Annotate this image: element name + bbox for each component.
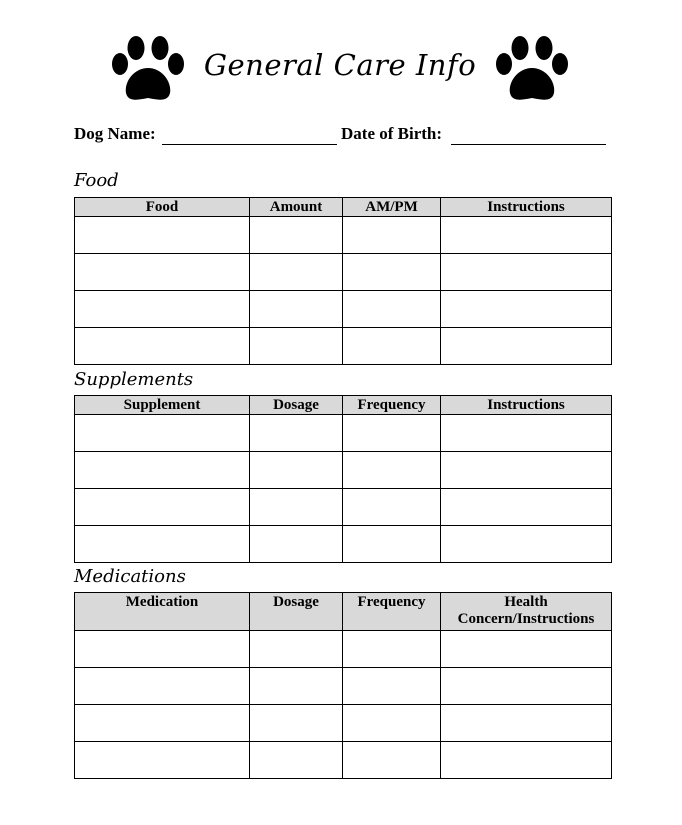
- page-title: General Care Info: [203, 48, 477, 82]
- table-row: [75, 328, 612, 365]
- dog-info-row: [74, 124, 614, 148]
- table-cell[interactable]: [441, 254, 612, 291]
- table-row: [75, 668, 612, 705]
- table-cell[interactable]: [250, 631, 343, 668]
- table-cell[interactable]: [343, 254, 441, 291]
- table-cell[interactable]: [75, 489, 250, 526]
- dog-name-label: Dog Name:: [74, 124, 156, 143]
- table-row: [75, 452, 612, 489]
- table-cell[interactable]: [250, 742, 343, 779]
- column-header: Supplement: [75, 396, 250, 415]
- table-row: [75, 415, 612, 452]
- table-cell[interactable]: [75, 217, 250, 254]
- medications-table-header: [75, 593, 612, 631]
- table-cell[interactable]: [75, 328, 250, 365]
- column-header: Medication: [75, 593, 250, 631]
- supplements-table-header: [75, 396, 612, 415]
- table-cell[interactable]: [441, 217, 612, 254]
- table-row: [75, 631, 612, 668]
- table-cell[interactable]: [343, 489, 441, 526]
- table-cell[interactable]: [343, 452, 441, 489]
- column-header: Frequency: [343, 593, 441, 631]
- table-cell[interactable]: [441, 631, 612, 668]
- table-cell[interactable]: [343, 742, 441, 779]
- table-cell[interactable]: [343, 415, 441, 452]
- table-row: [75, 705, 612, 742]
- table-cell[interactable]: [250, 217, 343, 254]
- table-row: [75, 291, 612, 328]
- medications-table: [74, 592, 612, 779]
- table-cell[interactable]: [441, 668, 612, 705]
- supplements-section-title: Supplements: [74, 369, 194, 390]
- table-cell[interactable]: [441, 328, 612, 365]
- table-cell[interactable]: [75, 668, 250, 705]
- table-cell[interactable]: [441, 415, 612, 452]
- table-cell[interactable]: [441, 291, 612, 328]
- column-header: Instructions: [441, 396, 612, 415]
- table-cell[interactable]: [250, 291, 343, 328]
- table-cell[interactable]: [250, 452, 343, 489]
- dog-name-field[interactable]: [162, 144, 337, 145]
- supplements-table: [74, 395, 612, 563]
- table-cell[interactable]: [441, 489, 612, 526]
- table-cell[interactable]: [75, 631, 250, 668]
- table-cell[interactable]: [343, 291, 441, 328]
- table-cell[interactable]: [441, 452, 612, 489]
- date-of-birth-field[interactable]: [451, 144, 606, 145]
- table-cell[interactable]: [75, 291, 250, 328]
- medications-section-title: Medications: [74, 566, 186, 587]
- table-cell[interactable]: [343, 217, 441, 254]
- table-row: [75, 489, 612, 526]
- table-cell[interactable]: [75, 742, 250, 779]
- food-section-title: Food: [74, 170, 119, 191]
- table-row: [75, 217, 612, 254]
- table-cell[interactable]: [250, 415, 343, 452]
- column-header: Instructions: [441, 198, 612, 217]
- table-cell[interactable]: [343, 668, 441, 705]
- table-cell[interactable]: [75, 526, 250, 563]
- table-cell[interactable]: [441, 742, 612, 779]
- food-table-header: [75, 198, 612, 217]
- table-cell[interactable]: [343, 526, 441, 563]
- table-cell[interactable]: [75, 415, 250, 452]
- paw-print-icon: [494, 36, 570, 106]
- table-row: [75, 254, 612, 291]
- table-cell[interactable]: [250, 254, 343, 291]
- table-cell[interactable]: [441, 526, 612, 563]
- table-cell[interactable]: [75, 254, 250, 291]
- paw-print-icon: [110, 36, 186, 106]
- column-header: Food: [75, 198, 250, 217]
- column-header: Health Concern/Instructions: [441, 593, 612, 631]
- food-table: [74, 197, 612, 365]
- table-row: [75, 742, 612, 779]
- table-row: [75, 526, 612, 563]
- column-header: AM/PM: [343, 198, 441, 217]
- date-of-birth-label: Date of Birth:: [341, 124, 443, 143]
- table-cell[interactable]: [250, 328, 343, 365]
- column-header: Amount: [250, 198, 343, 217]
- table-cell[interactable]: [75, 452, 250, 489]
- table-cell[interactable]: [250, 705, 343, 742]
- table-cell[interactable]: [343, 705, 441, 742]
- table-cell[interactable]: [343, 631, 441, 668]
- table-cell[interactable]: [75, 705, 250, 742]
- table-cell[interactable]: [250, 526, 343, 563]
- column-header: Frequency: [343, 396, 441, 415]
- table-cell[interactable]: [441, 705, 612, 742]
- table-cell[interactable]: [250, 668, 343, 705]
- table-cell[interactable]: [250, 489, 343, 526]
- column-header: Dosage: [250, 593, 343, 631]
- column-header: Dosage: [250, 396, 343, 415]
- table-cell[interactable]: [343, 328, 441, 365]
